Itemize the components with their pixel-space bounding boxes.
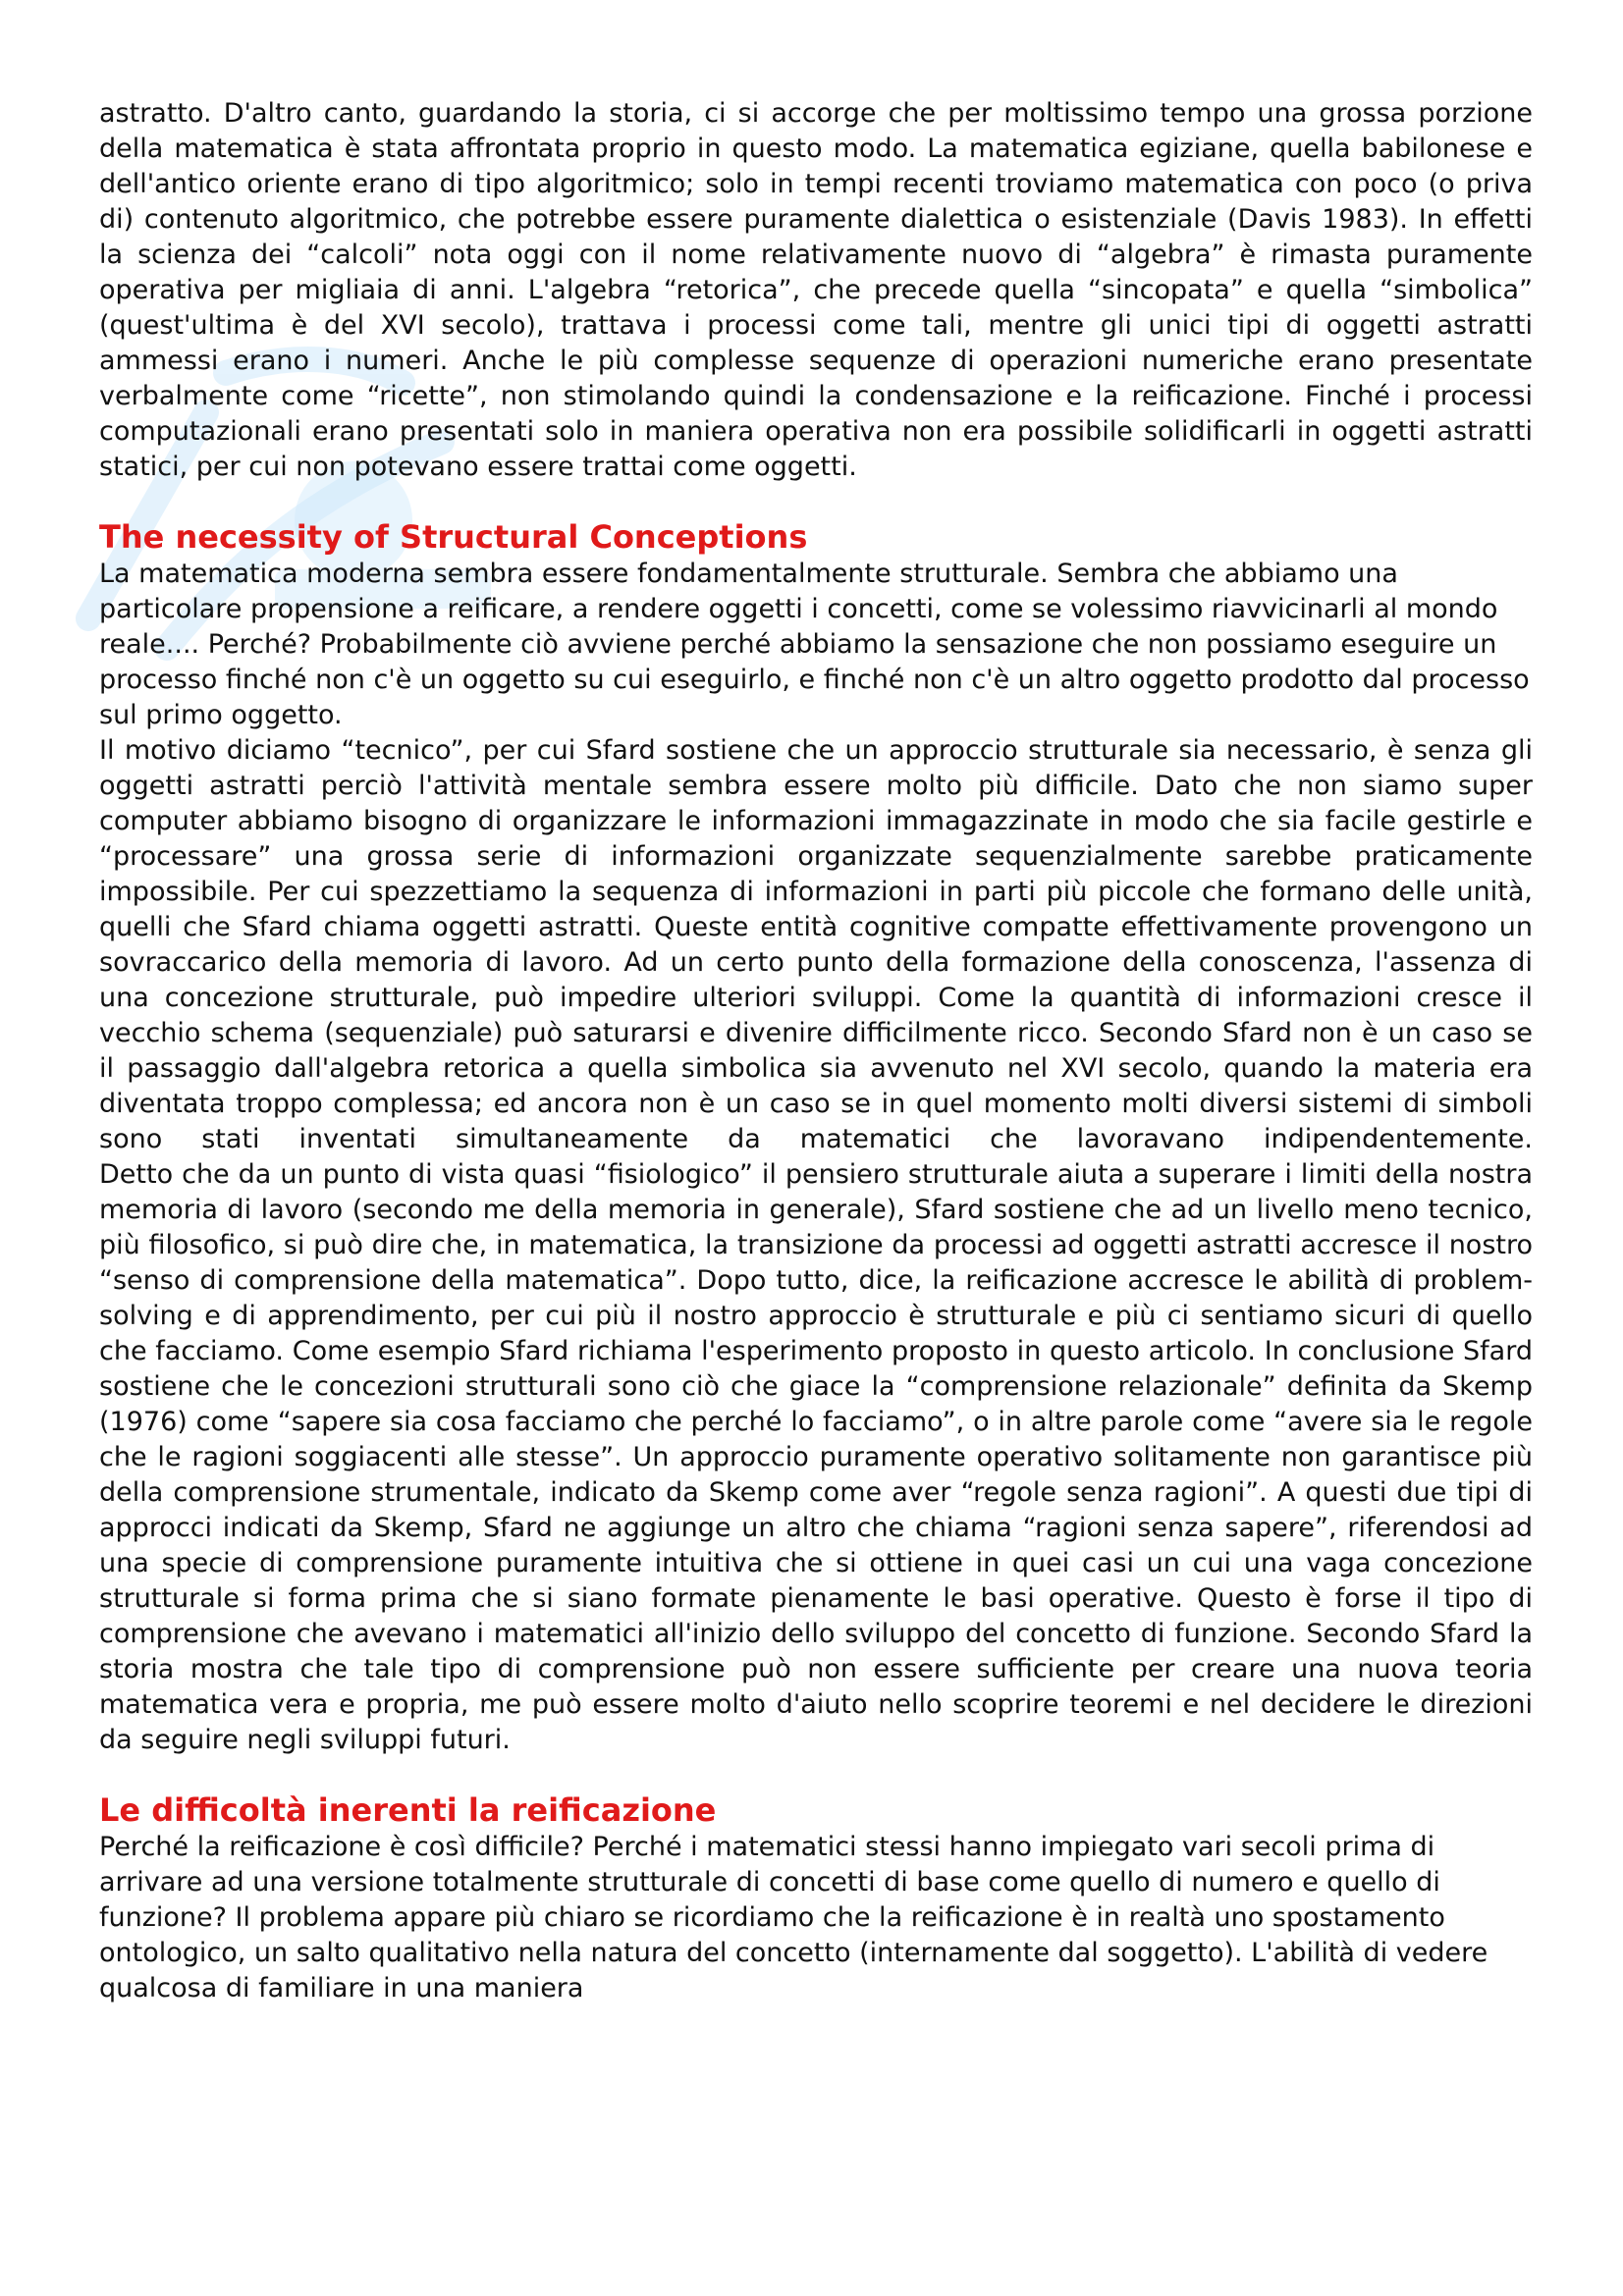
section-heading-reification-difficulties: Le difficoltà inerenti la reificazione [99,1791,717,1829]
document-page [99,96,1533,2006]
paragraph-history-algebra: astratto. D'altro canto, guardando la storia, ci si accorge che per moltissimo tempo una grossa porzione della matematica è stata affrontata proprio in questo modo. La matematica egiziane, quella babilonese e dell'antico oriente erano di tipo algoritmico; solo in tempi recenti troviamo matematica con poco (o priva di) contenuto algoritmico, che potrebbe essere puramente dialettica o esistenziale (Davis 1983). In effetti la scienza dei “calcoli” nota oggi con il nome relativamente nuovo di “algebra” è rimasta puramente operativa per migliaia di anni. L'algebra “retorica”, che precede quella “sincopata” e quella “simbolica” (quest'ultima è del XVI secolo), trattava i processi come tali, mentre gli unici tipi di oggetti astratti ammessi erano i numeri. Anche le più complesse sequenze di operazioni numeriche erano presentate verbalmente come “ricette”, non stimolando quindi la condensazione e la reificazione. Finché i processi computazionali erano presentati solo in maniera operativa non era possibile solidificarli in oggetti astratti statici, per cui non potevano essere trattai come oggetti. [99,98,1533,482]
section-heading-structural-conceptions: The necessity of Structural Conceptions [99,518,808,556]
paragraph-technical-reason: Il motivo diciamo “tecnico”, per cui Sfard sostiene che un approccio strutturale sia necessario, è senza gli oggetti astratti perciò l'attività mentale sembra essere molto più difficile. Dato che non siamo super computer abbiamo bisogno di organizzare le informazioni immagazzinate in modo che sia facile gestirle e “processare” una grossa serie di informazioni organizzate sequenzialmente sarebbe praticamente impossibile. Per cui spezzettiamo la sequenza di informazioni in parti più piccole che formano delle unità, quelli che Sfard chiama oggetti astratti. Queste entità cognitive compatte effettivamente provengono un sovraccarico della memoria di lavoro. Ad un certo punto della formazione della conoscenza, l'assenza di una concezione strutturale, può impedire ulteriori sviluppi. Come la quantità di informazioni cresce il vecchio schema (sequenziale) può saturarsi e divenire difficilmente ricco. Secondo Sfard non è un caso se il passaggio dall'algebra retorica a quella simbolica sia avvenuto nel XVI secolo, quando la materia era diventata troppo complessa; ed ancora non è un caso se in quel momento molti diversi sistemi di simboli sono stati inventati simultaneamente da matematici che lavoravano indipendentemente. [99,735,1533,1154]
paragraph-modern-mathematics: La matematica moderna sembra essere fondamentalmente strutturale. Sembra che abbiamo una particolare propensione a reificare, a rendere oggetti i concetti, come se volessimo riavvicinarli al mondo reale.... Perché? Probabilmente ciò avviene perché abbiamo la sensazione che non possiamo eseguire un processo finché non c'è un oggetto su cui eseguirlo, e finché non c'è un altro oggetto prodotto dal processo sul primo oggetto. [99,559,1530,730]
paragraph-reification-question: Perché la reificazione è così difficile? Perché i matematici stessi hanno impiegato vari secoli prima di arrivare ad una versione totalmente strutturale di concetti di base come quello di numero e quello di funzione? Il problema appare più chiaro se ricordiamo che la reificazione è in realtà uno spostamento ontologico, un salto qualitativo nella natura del concetto (internamente dal soggetto). L'abilità di vedere qualcosa di familiare in una maniera [99,1832,1488,2003]
paragraph-philosophical-reason: Detto che da un punto di vista quasi “fisiologico” il pensiero strutturale aiuta a superare i limiti della nostra memoria di lavoro (secondo me della memoria in generale), Sfard sostiene che ad un livello meno tecnico, più filosofico, si può dire che, in matematica, la transizione da processi ad oggetti astratti accresce il nostro “senso di comprensione della matematica”. Dopo tutto, dice, la reificazione accresce le abilità di problem-solving e di apprendimento, per cui più il nostro approccio è strutturale e più ci sentiamo sicuri di quello che facciamo. Come esempio Sfard richiama l'esperimento proposto in questo articolo. In conclusione Sfard sostiene che le concezioni strutturali sono ciò che giace la “comprensione relazionale” definita da Skemp (1976) come “sapere sia cosa facciamo che perché lo facciamo”, o in altre parole come “avere sia le regole che le ragioni soggiacenti alle stesse”. Un approccio puramente operativo solitamente non garantisce più della comprensione strumentale, indicato da Skemp come aver “regole senza ragioni”. A questi due tipi di approcci indicati da Skemp, Sfard ne aggiunge un altro che chiama “ragioni senza sapere”, riferendosi ad una specie di comprensione puramente intuitiva che si ottiene in quei casi un cui una vaga concezione strutturale si forma prima che si siano formate pienamente le basi operative. Questo è forse il tipo di comprensione che avevano i matematici all'inizio dello sviluppo del concetto di funzione. Secondo Sfard la storia mostra che tale tipo di comprensione può non essere sufficiente per creare una nuova teoria matematica vera e propria, me può essere molto d'aiuto nello scoprire teoremi e nel decidere le direzioni da seguire negli sviluppi futuri. [99,1159,1533,1755]
